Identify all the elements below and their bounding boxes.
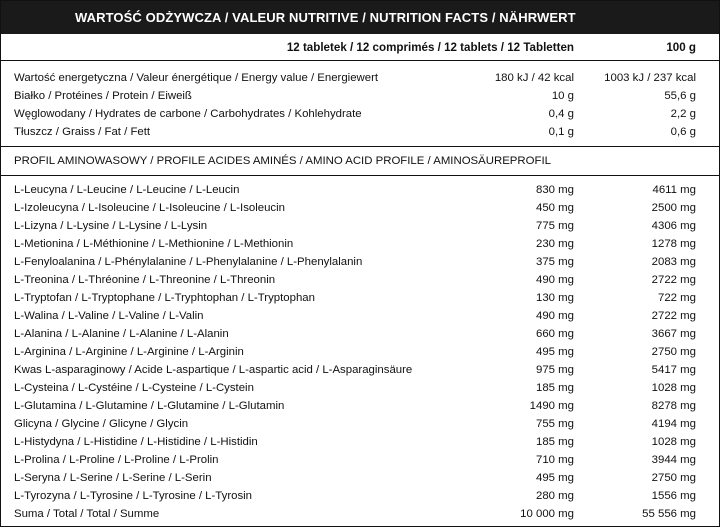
- row-value-serving: 975 mg: [536, 364, 574, 376]
- row-value-serving: 755 mg: [536, 418, 574, 430]
- row-label: L-Leucyna / L-Leucine / L-Leucine / L-Leucin: [14, 184, 240, 196]
- row-value-serving: 490 mg: [536, 310, 574, 322]
- row-value-100g: 4194 mg: [651, 418, 696, 430]
- row-value-serving: 0,1 g: [548, 126, 574, 138]
- row-value-serving: 495 mg: [536, 472, 574, 484]
- nutrients-table: [1, 69, 719, 141]
- row-value-serving: 830 mg: [536, 184, 574, 196]
- row-label: L-Alanina / L-Alanine / L-Alanine / L-Alanin: [14, 328, 229, 340]
- row-value-serving: 180 kJ / 42 kcal: [494, 72, 574, 84]
- table-row: [1, 199, 719, 217]
- table-row: [1, 235, 719, 253]
- row-label: L-Fenyloalanina / L-Phénylalanine / L-Phenylalanine / L-Phenylalanin: [14, 256, 363, 268]
- amino-profile-title-text: PROFIL AMINOWASOWY / PROFILE ACIDES AMINÉS / AMINO ACID PROFILE / AMINOSÄUREPROFIL: [14, 155, 551, 167]
- row-label: L-Lizyna / L-Lysine / L-Lysine / L-Lysin: [14, 220, 208, 232]
- row-value-100g: 3667 mg: [651, 328, 696, 340]
- row-value-serving: 0,4 g: [548, 108, 574, 120]
- row-value-serving: 230 mg: [536, 238, 574, 250]
- table-row: [1, 379, 719, 397]
- row-value-100g: 2750 mg: [651, 472, 696, 484]
- row-value-serving: 660 mg: [536, 328, 574, 340]
- row-value-100g: 2750 mg: [651, 346, 696, 358]
- row-label: L-Arginina / L-Arginine / L-Arginine / L-Arginin: [14, 346, 244, 358]
- table-row: [1, 271, 719, 289]
- row-value-100g: 4611 mg: [652, 184, 696, 196]
- table-row: [1, 123, 719, 141]
- table-row: [1, 105, 719, 123]
- row-value-100g: 2500 mg: [651, 202, 696, 214]
- row-value-100g: 1028 mg: [651, 436, 696, 448]
- row-value-100g: 55 556 mg: [642, 508, 696, 520]
- row-label: Glicyna / Glycine / Glicyne / Glycin: [14, 418, 189, 430]
- row-value-100g: 2083 mg: [651, 256, 696, 268]
- table-row: [1, 325, 719, 343]
- row-label: L-Metionina / L-Méthionine / L-Methionine / L-Methionin: [14, 238, 294, 250]
- row-value-100g: 5417 mg: [651, 364, 696, 376]
- row-label: Suma / Total / Total / Summe: [14, 508, 160, 520]
- row-value-100g: 4306 mg: [651, 220, 696, 232]
- table-row: [1, 307, 719, 325]
- amino-profile-title: [1, 152, 719, 170]
- row-value-serving: 280 mg: [536, 490, 574, 502]
- table-row: [1, 69, 719, 87]
- row-label: L-Histydyna / L-Histidine / L-Histidine / L-Histidin: [14, 436, 258, 448]
- row-value-100g: 2722 mg: [651, 310, 696, 322]
- row-value-serving: 495 mg: [536, 346, 574, 358]
- row-value-100g: 55,6 g: [664, 90, 696, 102]
- row-label: L-Seryna / L-Serine / L-Serine / L-Serin: [14, 472, 212, 484]
- row-value-serving: 710 mg: [536, 454, 574, 466]
- row-label: Białko / Protéines / Protein / Eiweiß: [14, 90, 192, 102]
- row-value-serving: 10 g: [551, 90, 574, 102]
- serving-col2-label: 100 g: [666, 41, 696, 54]
- table-row: [1, 433, 719, 451]
- row-value-serving: 10 000 mg: [520, 508, 574, 520]
- row-label: L-Glutamina / L-Glutamine / L-Glutamine / L-Glutamin: [14, 400, 285, 412]
- table-row: [1, 361, 719, 379]
- row-value-serving: 1490 mg: [529, 400, 574, 412]
- table-row: [1, 451, 719, 469]
- row-label: Węglowodany / Hydrates de carbone / Carbohydrates / Kohlehydrate: [14, 108, 362, 120]
- row-value-serving: 375 mg: [536, 256, 574, 268]
- table-row: [1, 343, 719, 361]
- table-row: [1, 469, 719, 487]
- row-label: L-Cysteina / L-Cystéine / L-Cysteine / L-Cystein: [14, 382, 254, 394]
- nutrition-header: [1, 1, 719, 34]
- table-row: [1, 397, 719, 415]
- header-title: WARTOŚĆ ODŻYWCZA / VALEUR NUTRITIVE / NUTRITION FACTS / NÄHRWERT: [75, 10, 576, 25]
- row-value-100g: 1003 kJ / 237 kcal: [604, 72, 696, 84]
- row-value-100g: 0,6 g: [670, 126, 696, 138]
- table-row: [1, 505, 719, 523]
- table-row: [1, 289, 719, 307]
- row-value-serving: 775 mg: [536, 220, 574, 232]
- row-value-100g: 8278 mg: [651, 400, 696, 412]
- row-label: L-Tryptofan / L-Tryptophane / L-Tryphtophan / L-Tryptophan: [14, 292, 315, 304]
- row-label: L-Treonina / L-Thréonine / L-Threonine / L-Threonin: [14, 274, 276, 286]
- row-label: L-Tyrozyna / L-Tyrosine / L-Tyrosine / L-Tyrosin: [14, 490, 253, 502]
- row-value-serving: 185 mg: [536, 382, 574, 394]
- row-value-serving: 490 mg: [536, 274, 574, 286]
- table-row: [1, 87, 719, 105]
- serving-header-row: [1, 36, 719, 60]
- table-row: [1, 217, 719, 235]
- row-value-serving: 130 mg: [536, 292, 574, 304]
- serving-col1-label: 12 tabletek / 12 comprimés / 12 tablets / 12 Tabletten: [286, 41, 574, 54]
- row-label: L-Walina / L-Valine / L-Valine / L-Valin: [14, 310, 204, 322]
- row-value-100g: 722 mg: [658, 292, 696, 304]
- table-row: [1, 181, 719, 199]
- row-value-serving: 450 mg: [536, 202, 574, 214]
- row-value-100g: 2,2 g: [670, 108, 696, 120]
- row-label: L-Izoleucyna / L-Isoleucine / L-Isoleucine / L-Isoleucin: [14, 202, 285, 214]
- row-label: Wartość energetyczna / Valeur énergétique / Energy value / Energiewert: [14, 72, 379, 84]
- table-row: [1, 253, 719, 271]
- row-value-100g: 1278 mg: [651, 238, 696, 250]
- row-value-100g: 2722 mg: [651, 274, 696, 286]
- row-label: L-Prolina / L-Proline / L-Proline / L-Prolin: [14, 454, 219, 466]
- table-row: [1, 487, 719, 505]
- row-label: Kwas L-asparaginowy / Acide L-aspartique / L-aspartic acid / L-Asparaginsäure: [14, 364, 413, 376]
- row-value-100g: 1028 mg: [651, 382, 696, 394]
- row-value-100g: 3944 mg: [651, 454, 696, 466]
- row-label: Tłuszcz / Graiss / Fat / Fett: [14, 126, 151, 138]
- table-row: [1, 415, 719, 433]
- row-value-100g: 1556 mg: [651, 490, 696, 502]
- amino-acid-table: [1, 181, 719, 523]
- row-value-serving: 185 mg: [536, 436, 574, 448]
